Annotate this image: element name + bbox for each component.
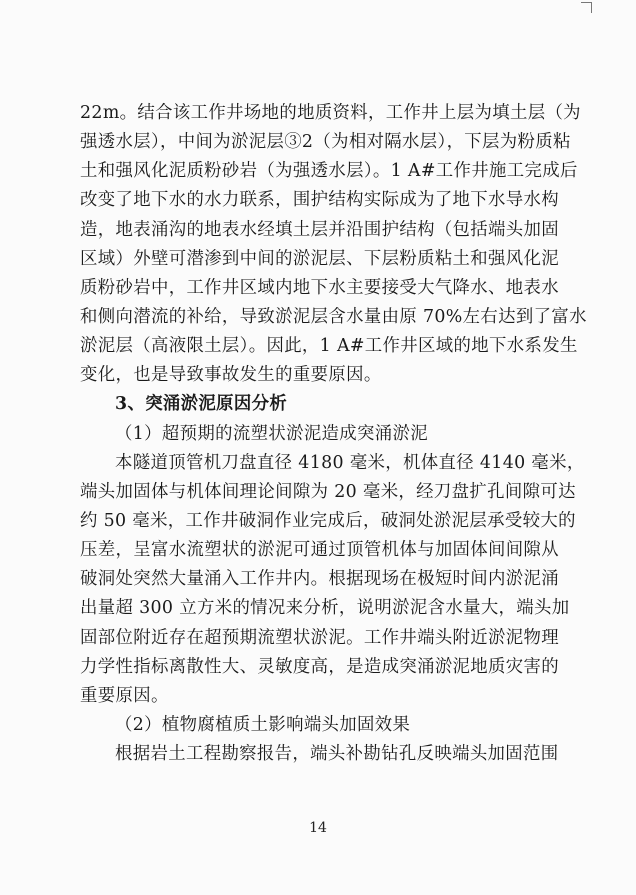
scan-corner-mark	[581, 2, 592, 13]
body-text	[80, 99, 587, 769]
text-line: 土和强风化泥质粉砂岩（为强透水层）。1 A#工作井施工完成后	[80, 161, 578, 182]
text-line: 力学性指标离散性大、灵敏度高，是造成突涌淤泥地质灾害的	[80, 656, 559, 677]
text-line: 22m。结合该工作井场地的地质资料，工作井上层为填土层（为	[80, 103, 581, 123]
page-number: 14	[309, 820, 327, 836]
subsection-heading: （2）植物腐植质土影响端头加固效果	[115, 714, 411, 735]
text-line: 质粉砂岩中，工作井区域内地下水主要接受大气降水、地表水	[80, 277, 559, 298]
text-line: 区域）外壁可潜渗到中间的淤泥层、下层粉质粘土和强风化泥	[80, 248, 559, 269]
text-line: 根据岩土工程勘察报告，端头补勘钻孔反映端头加固范围	[115, 744, 559, 765]
text-line: 端头加固体与机体间理论间隙为 20 毫米，经刀盘扩孔间隙可达	[80, 481, 576, 502]
text-line: 本隧道顶管机刀盘直径 4180 毫米，机体直径 4140 毫米，	[115, 452, 585, 473]
text-line: 淤泥层（高液限土层）。因此，1 A#工作井区域的地下水系发生	[80, 336, 578, 357]
text-line: 造，地表涌沟的地表水经填土层并沿围护结构（包括端头加固	[80, 219, 559, 240]
text-line: 压差，呈富水流塑状的淤泥可通过顶管机体与加固体间间隙从	[80, 540, 559, 561]
text-line: 破洞处突然大量涌入工作井内。根据现场在极短时间内淤泥涌	[80, 569, 559, 590]
text-line: 变化，也是导致事故发生的重要原因。	[80, 365, 382, 386]
text-line: 改变了地下水的水力联系，围护结构实际成为了地下水导水构	[80, 190, 559, 211]
text-line: 出量超 300 立方米的情况来分析，说明淤泥含水量大，端头加	[80, 598, 570, 619]
text-line: 固部位附近存在超预期流塑状淤泥。工作井端头附近淤泥物理	[80, 627, 559, 648]
text-line: 重要原因。	[80, 685, 169, 706]
subsection-heading: （1）超预期的流塑状淤泥造成突涌淤泥	[115, 423, 429, 444]
text-line: 约 50 毫米，工作井破洞作业完成后，破洞处淤泥层承受较大的	[80, 510, 576, 531]
section-heading: 3、突涌淤泥原因分析	[115, 394, 288, 415]
text-line: 强透水层），中间为淤泥层③2（为相对隔水层），下层为粉质粘	[80, 132, 571, 153]
text-line: 和侧向潜流的补给，导致淤泥层含水量由原 70%左右达到了富水	[80, 306, 587, 327]
